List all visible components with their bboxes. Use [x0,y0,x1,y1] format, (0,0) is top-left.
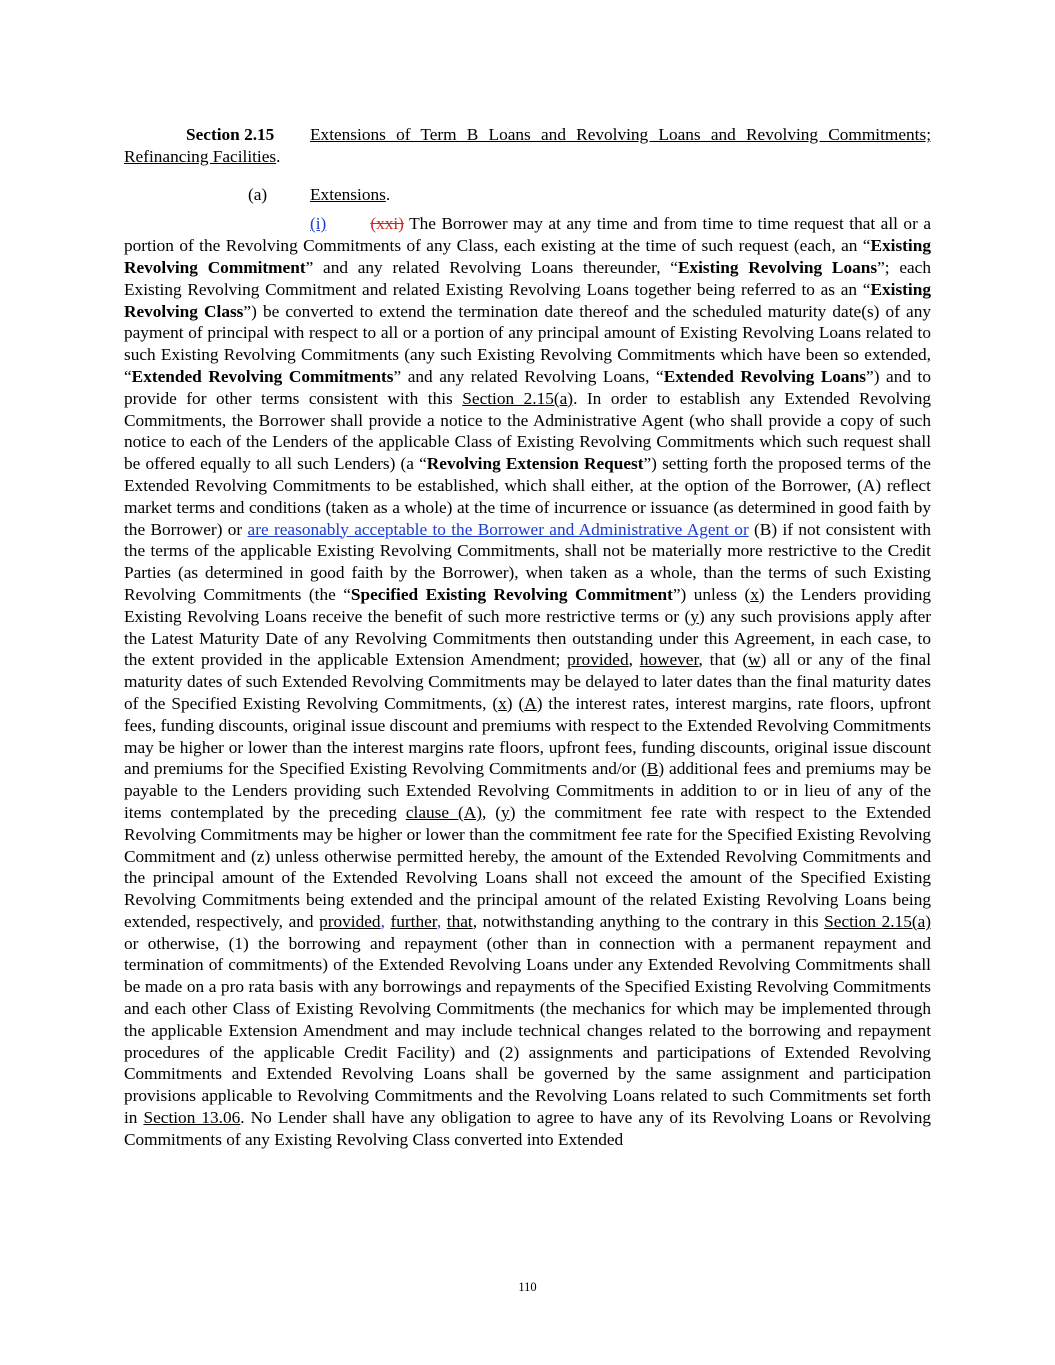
defined-term: Existing Revolving Commitment [124,236,931,277]
defined-term: Existing Revolving Loans [677,257,878,277]
defined-term: Existing Revolving Class [124,279,931,321]
inserted-comma: , [380,911,385,931]
subsection-heading: (a) Extensions. [248,184,391,204]
section-reference: Section 2.15(a) [462,388,574,408]
section-reference: Section 2.15(a) [824,911,932,931]
inserted-marker: (i) [310,214,327,234]
defined-term: Extended Revolving Commitments [131,366,394,386]
document-page [124,124,931,1168]
section-title: Extensions of Term B Loans and Revolving Loans and Revolving Commitments; Refinancing Facilities [124,125,931,166]
defined-term: Specified Existing Revolving Commitment [350,584,673,604]
subsection-title: Extensions [310,184,386,204]
subsection-label: (a) [248,184,268,204]
section-heading: Section 2.15 Extensions of Term B Loans and Revolving Loans and Revolving Commitments; Refinancing Facilities. [124,125,931,166]
page-number: 110 [518,1280,537,1294]
defined-term: Extended Revolving Loans [663,366,867,386]
section-reference: Section 13.06 [143,1108,241,1128]
defined-term: Revolving Extension Request [426,454,644,474]
inserted-comma: , [436,911,442,931]
section-number: Section 2.15 [186,125,275,144]
deleted-marker: (xxi) [370,214,404,234]
clause-reference: clause (A) [405,802,482,822]
inserted-text: are reasonably acceptable to the Borrower and Administrative Agent or [247,519,749,539]
clause-paragraph: (i) (xxi) The Borrower may at any time and from time to time request that all or a portion of the Revolving Commitments of any Class, each existing at the time of such request (each, an “Existing Revolving Commitment” and any related Revolving Loans thereunder, “Existing Revolving Loans”; each Existing Revolving Commitment and related Existing Revolving Loans together being referred to as an “Existing Revolving Class”) be converted to extend the termination date thereof and the scheduled maturity date(s) of any payment of principal with respect to all or a portion of any principal amount of Existing Revolving Loans related to such Existing Revolving Commitments (any such Existing Revolving Commitments which have been so extended, “Extended Revolving Commitments” and any related Revolving Loans, “Extended Revolving Loans”) and to provide for other terms consistent with this Section 2.15(a). In order to establish any Extended Revolving Commitments, the Borrower shall provide a notice to the Administrative Agent (who shall provide a copy of such notice to each of the Lenders of the applicable Class of Existing Revolving Commitments which such request shall be offered equally to all such Lenders) (a “Revolving Extension Request”) setting forth the proposed terms of the Extended Revolving Commitments to be established, which shall either, at the option of the Borrower, (A) reflect market terms and conditions (taken as a whole) at the time of incurrence or issuance (as determined in good faith by the Borrower) or are reasonably acceptable to the Borrower and Administrative Agent or (B) if not consistent with the terms of the applicable Existing Revolving Commitments, shall not be materially more restrictive to the Credit Parties (as determined in good faith by the Borrower), when taken as a whole, than the terms of such Existing Revolving Commitments (the “Specified Existing Revolving Commitment”) unless (x) the Lenders providing Existing Revolving Loans receive the benefit of such more restrictive terms or (y) any such provisions apply after the Latest Maturity Date of any Revolving Commitments then outstanding under this Agreement, in each case, to the extent provided in the applicable Extension Amendment; provided, however, that (w) all or any of the final maturity dates of such Extended Revolving Commitments may be delayed to later dates than the final maturity dates of the Specified Existing Revolving Commitments, (x) (A) the interest rates, interest margins, rate floors, upfront fees, funding discounts, original issue discount and premiums with respect to the Extended Revolving Commitments may be higher or lower than the interest margins rate floors, upfront fees, funding discounts, original issue discount and premiums for the Specified Existing Revolving Commitments and/or (B) additional fees and premiums may be payable to the Lenders providing such Extended Revolving Commitments in addition to or in lieu of any of the items contemplated by the preceding clause (A), (y) the commitment fee rate with respect to the Extended Revolving Commitments may be higher or lower than the commitment fee rate for the Specified Existing Revolving Commitment and (z) unless otherwise permitted hereby, the amount of the Extended Revolving Commitments and the principal amount of the Extended Revolving Loans shall not exceed the amount of the Specified Existing Revolving Commitments being extended and the principal amount of the related Existing Revolving Loans being extended, respectively, and provided, further, that, notwithstanding anything to the contrary in this Section 2.15(a) or otherwise, (1) the borrowing and repayment (other than in connection with a permanent repayment and termination of commitments) of the Extended Revolving Loans under any Extended Revolving Commitments shall be made on a pro rata basis with any borrowings and repayments of the Specified Existing Revolving Commitments and each other Class of Existing Revolving Commitments (the mechanics for which may be implemented through the applicable Extension Amendment and may include technical changes related to the borrowing and repayment procedures of the applicable Credit Facility) and (2) assignments and participations of Extended Revolving Commitments and Extended Revolving Loans shall be governed by the same assignment and participation provisions applicable to Revolving Commitments and the Revolving Loans related to such Commitments set forth in Section 13.06. No Lender shall have any obligation to agree to have any of its Revolving Loans or Revolving Commitments of any Existing Revolving Class converted into Extended [124,214,932,1149]
